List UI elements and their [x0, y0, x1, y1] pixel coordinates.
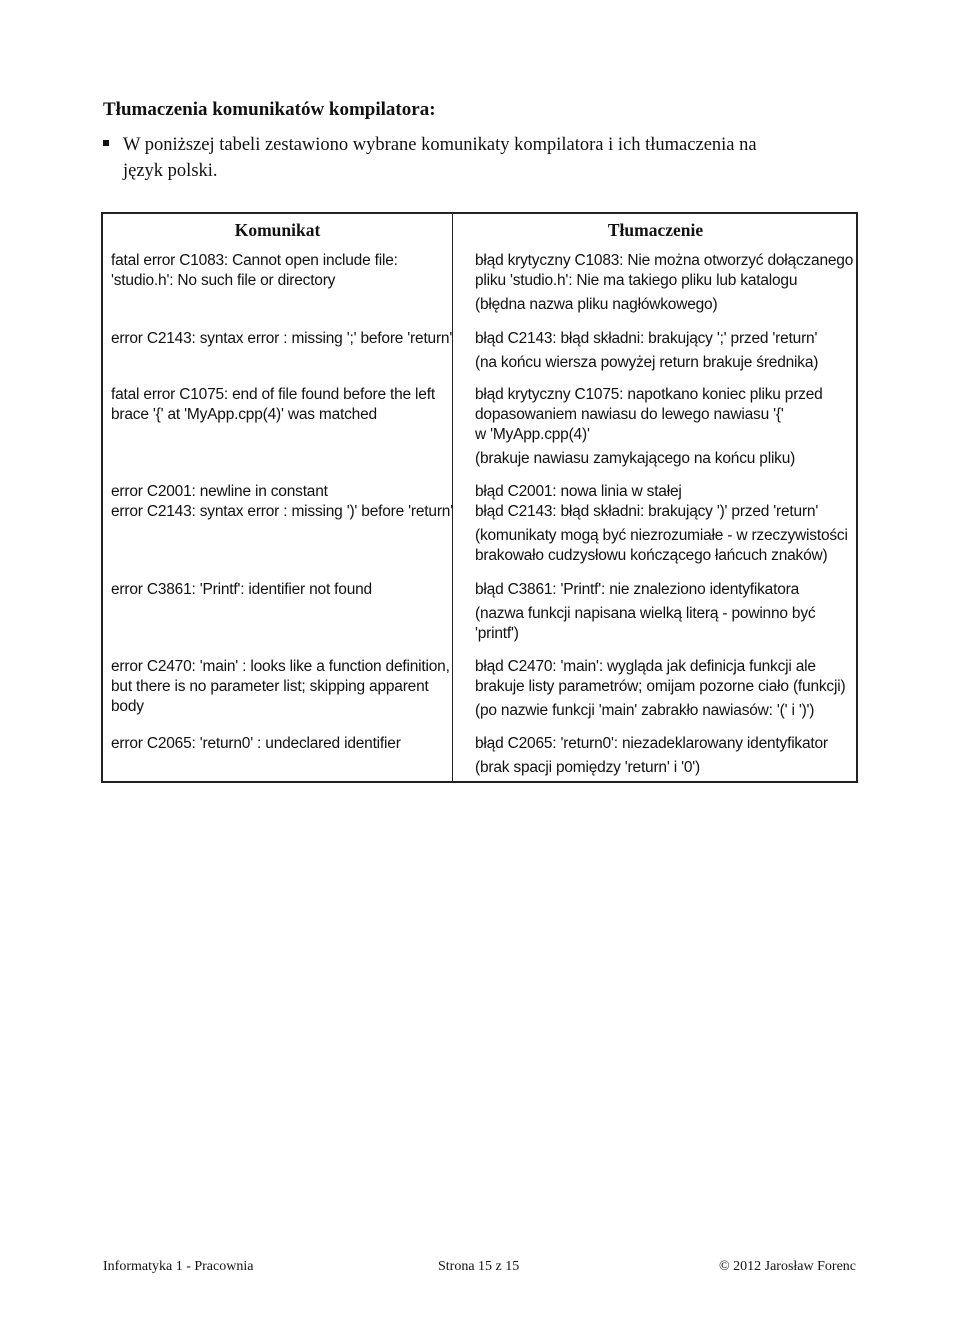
messages-table	[101, 212, 858, 783]
footer-page-number: Strona 15 z 15	[438, 1259, 520, 1274]
intro-line-1: W poniższej tabeli zestawiono wybrane komunikaty kompilatora i ich tłumaczenia na	[123, 135, 757, 155]
row-7-translation-line-2: (brak spacji pomiędzy 'return' i '0')	[475, 759, 700, 776]
row-1-message-line-1: fatal error C1083: Cannot open include file:	[111, 252, 398, 269]
row-6-message-line-2: but there is no parameter list; skipping apparent	[111, 678, 429, 695]
row-3-message-line-2: brace '{' at 'MyApp.cpp(4)' was matched	[111, 406, 377, 423]
bullet-marker-icon	[103, 140, 109, 146]
row-4-translation-line-2: błąd C2143: błąd składni: brakujący ')' przed 'return'	[475, 503, 819, 520]
row-3-translation-line-4: (brakuje nawiasu zamykającego na końcu pliku)	[475, 450, 796, 467]
row-4-translation-line-3: (komunikaty mogą być niezrozumiałe - w rzeczywistości	[475, 527, 848, 544]
row-1-message-line-2: 'studio.h': No such file or directory	[111, 272, 336, 289]
row-7-message-line-1: error C2065: 'return0' : undeclared identifier	[111, 735, 401, 752]
row-4-message-line-1: error C2001: newline in constant	[111, 483, 328, 500]
row-2-message-line-1: error C2143: syntax error : missing ';' before 'return'	[111, 330, 453, 347]
table-row-7-message	[111, 734, 446, 754]
row-1-translation-line-3: (błędna nazwa pliku nagłówkowego)	[475, 296, 718, 313]
column-divider	[452, 214, 453, 781]
row-5-translation-line-1: błąd C3861: 'Printf': nie znaleziono identyfikatora	[475, 581, 800, 598]
table-row-6-message	[111, 657, 450, 717]
row-3-translation-line-1: błąd krytyczny C1075: napotkano koniec pliku przed	[475, 386, 823, 403]
row-2-translation-line-2: (na końcu wiersza powyżej return brakuje średnika)	[475, 354, 819, 371]
row-3-translation-line-2: dopasowaniem nawiasu do lewego nawiasu '{'	[475, 406, 784, 423]
row-5-message-line-1: error C3861: 'Printf': identifier not found	[111, 581, 372, 598]
table-row-6-translation	[475, 657, 853, 721]
table-row-2-message	[111, 329, 453, 349]
table-row-1-translation	[475, 251, 853, 315]
row-6-translation-line-2: brakuje listy parametrów; omijam pozorne ciało (funkcji)	[475, 678, 846, 695]
table-row-3-message	[111, 385, 446, 425]
header-tlumaczenie: Tłumaczenie	[607, 220, 704, 240]
footer-copyright: © 2012 Jarosław Forenc	[719, 1259, 856, 1274]
footer-course: Informatyka 1 - Pracownia	[103, 1259, 254, 1274]
row-4-message-line-2: error C2143: syntax error : missing ')' before 'return'	[111, 503, 453, 520]
table-row-3-translation	[475, 385, 853, 469]
intro-bullet-paragraph	[103, 132, 863, 184]
row-6-translation-line-3: (po nazwie funkcji 'main' zabrakło nawiasów: '(' i ')')	[475, 702, 815, 719]
table-row-5-message	[111, 580, 446, 600]
table-row-7-translation	[475, 734, 853, 778]
row-3-translation-line-3: w 'MyApp.cpp(4)'	[475, 426, 590, 443]
table-row-5-translation	[475, 580, 853, 644]
row-5-translation-line-2: (nazwa funkcji napisana wielką literą - powinno być	[475, 605, 816, 622]
row-6-message-line-1: error C2470: 'main' : looks like a function definition,	[111, 658, 450, 675]
header-komunikat: Komunikat	[234, 220, 321, 240]
table-row-4-message	[111, 482, 453, 522]
row-4-translation-line-1: błąd C2001: nowa linia w stałej	[475, 483, 682, 500]
row-6-message-line-3: body	[111, 698, 144, 715]
row-4-translation-line-4: brakowało cudzysłowu kończącego łańcuch znaków)	[475, 547, 828, 564]
row-5-translation-line-3: 'printf')	[475, 625, 519, 642]
page-title: Tłumaczenia komunikatów kompilatora:	[103, 99, 436, 120]
row-2-translation-line-1: błąd C2143: błąd składni: brakujący ';' przed 'return'	[475, 330, 818, 347]
intro-line-2: język polski.	[123, 161, 218, 181]
row-7-translation-line-1: błąd C2065: 'return0': niezadeklarowany identyfikator	[475, 735, 828, 752]
table-row-2-translation	[475, 329, 853, 373]
row-1-translation-line-1: błąd krytyczny C1083: Nie można otworzyć dołączanego	[475, 252, 854, 269]
row-1-translation-line-2: pliku 'studio.h': Nie ma takiego pliku lub katalogu	[475, 272, 798, 289]
table-row-4-translation	[475, 482, 853, 566]
row-3-message-line-1: fatal error C1075: end of file found before the left	[111, 386, 435, 403]
table-row-1-message	[111, 251, 446, 291]
row-6-translation-line-1: błąd C2470: 'main': wygląda jak definicja funkcji ale	[475, 658, 816, 675]
